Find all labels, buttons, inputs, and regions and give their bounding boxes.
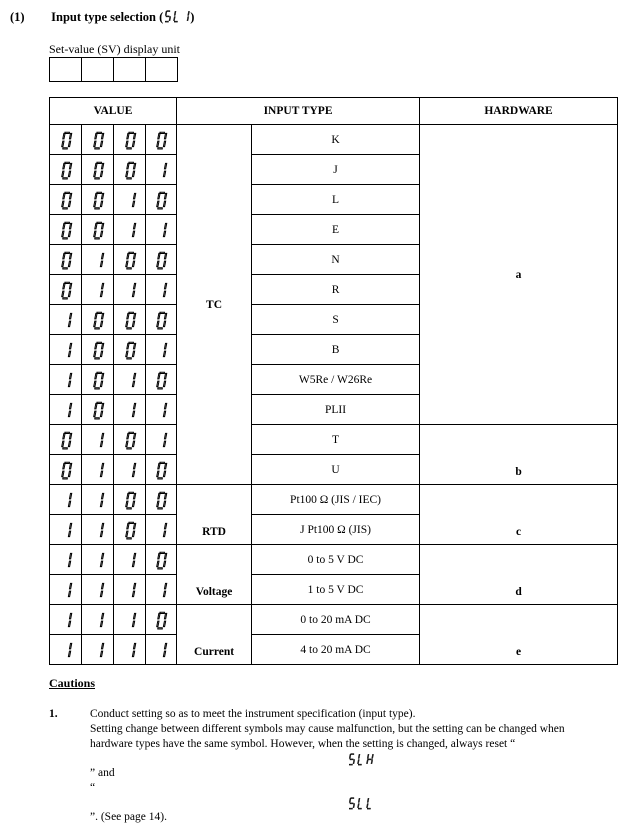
value-digit-cell	[82, 365, 114, 395]
value-digit-cell	[146, 215, 177, 245]
hardware-header: HARDWARE	[420, 98, 618, 125]
value-digit-cell	[82, 425, 114, 455]
caution-line-text: hardware types have the same symbol. However, when the setting is changed, always reset “	[90, 738, 516, 750]
value-digit-cell	[146, 125, 177, 155]
caution-line-text: ” and	[90, 767, 115, 779]
value-digit-cell	[114, 515, 146, 545]
input-type-cell: T	[252, 425, 420, 455]
input-type-cell: J	[252, 155, 420, 185]
caution-line: Conduct setting so as to meet the instrument specification (input type).	[90, 708, 416, 720]
value-digit-cell	[50, 215, 82, 245]
value-digit-cell	[146, 395, 177, 425]
value-digit-cell	[82, 515, 114, 545]
caution-line	[90, 737, 627, 781]
table-row	[50, 125, 618, 155]
section-number: (1)	[10, 10, 25, 24]
value-digit-cell	[146, 635, 177, 665]
input-type-cell: K	[252, 125, 420, 155]
value-digit-cell	[82, 185, 114, 215]
value-digit-cell	[146, 545, 177, 575]
input-type-table	[49, 97, 618, 665]
hardware-e: e	[420, 605, 618, 665]
value-digit-cell	[50, 605, 82, 635]
value-digit-cell	[50, 395, 82, 425]
category-rtd: RTD	[177, 485, 252, 545]
section-heading	[10, 9, 194, 25]
sv-digit-box	[81, 57, 114, 82]
value-digit-cell	[146, 605, 177, 635]
input-type-cell: R	[252, 275, 420, 305]
hardware-a: a	[420, 125, 618, 425]
value-digit-cell	[114, 365, 146, 395]
input-type-cell: S	[252, 305, 420, 335]
input-type-cell: 1 to 5 V DC	[252, 575, 420, 605]
value-digit-cell	[146, 245, 177, 275]
value-digit-cell	[50, 545, 82, 575]
sv-digit-box	[145, 57, 178, 82]
caution-line	[90, 781, 627, 825]
category-tc: TC	[177, 125, 252, 485]
hardware-d: d	[420, 545, 618, 605]
title-segment-code	[163, 9, 190, 23]
section-title: Input type selection (	[51, 10, 164, 24]
caution-segment-code	[90, 796, 627, 810]
value-digit-cell	[146, 155, 177, 185]
value-digit-cell	[82, 215, 114, 245]
value-digit-cell	[114, 155, 146, 185]
value-digit-cell	[82, 245, 114, 275]
value-digit-cell	[146, 425, 177, 455]
value-digit-cell	[114, 125, 146, 155]
value-digit-cell	[82, 455, 114, 485]
value-digit-cell	[82, 395, 114, 425]
value-digit-cell	[114, 335, 146, 365]
value-digit-cell	[50, 155, 82, 185]
value-digit-cell	[114, 245, 146, 275]
sv-display-label: Set-value (SV) display unit	[49, 42, 180, 56]
sv-digit-box	[49, 57, 82, 82]
value-digit-cell	[50, 245, 82, 275]
cautions-title: Cautions	[49, 676, 96, 690]
value-digit-cell	[146, 335, 177, 365]
caution-segment-code	[90, 752, 627, 766]
value-digit-cell	[82, 575, 114, 605]
input-type-cell: 0 to 20 mA DC	[252, 605, 420, 635]
input-type-cell: Pt100 Ω (JIS / IEC)	[252, 485, 420, 515]
hardware-c: c	[420, 485, 618, 545]
value-digit-cell	[82, 605, 114, 635]
value-digit-cell	[114, 485, 146, 515]
input-type-cell: PLII	[252, 395, 420, 425]
value-digit-cell	[114, 635, 146, 665]
input-type-cell: W5Re / W26Re	[252, 365, 420, 395]
value-digit-cell	[114, 545, 146, 575]
value-digit-cell	[114, 305, 146, 335]
table-row	[50, 605, 618, 635]
value-digit-cell	[114, 455, 146, 485]
input-type-cell: J Pt100 Ω (JIS)	[252, 515, 420, 545]
value-digit-cell	[50, 365, 82, 395]
value-digit-cell	[114, 215, 146, 245]
value-digit-cell	[50, 635, 82, 665]
value-digit-cell	[82, 125, 114, 155]
input-type-cell: B	[252, 335, 420, 365]
value-digit-cell	[82, 635, 114, 665]
value-digit-cell	[82, 305, 114, 335]
input-type-cell: L	[252, 185, 420, 215]
value-digit-cell	[146, 305, 177, 335]
input-type-cell: 4 to 20 mA DC	[252, 635, 420, 665]
value-digit-cell	[146, 575, 177, 605]
value-digit-cell	[50, 335, 82, 365]
category-current: Current	[177, 605, 252, 665]
sv-display-unit	[49, 57, 178, 82]
caution-line-text: “	[90, 782, 96, 794]
value-digit-cell	[82, 485, 114, 515]
table-row	[50, 425, 618, 455]
value-digit-cell	[114, 275, 146, 305]
value-digit-cell	[114, 425, 146, 455]
value-digit-cell	[82, 155, 114, 185]
value-digit-cell	[146, 485, 177, 515]
value-header: VALUE	[50, 98, 177, 125]
table-header-row	[50, 98, 618, 125]
value-digit-cell	[50, 275, 82, 305]
input-type-cell: 0 to 5 V DC	[252, 545, 420, 575]
value-digit-cell	[114, 185, 146, 215]
value-digit-cell	[50, 185, 82, 215]
input-type-cell: E	[252, 215, 420, 245]
value-digit-cell	[50, 125, 82, 155]
input-type-header: INPUT TYPE	[177, 98, 420, 125]
caution-line-text: ”. (See page 14).	[90, 811, 167, 823]
table-row	[50, 545, 618, 575]
value-digit-cell	[114, 395, 146, 425]
category-voltage: Voltage	[177, 545, 252, 605]
sv-digit-box	[113, 57, 146, 82]
value-digit-cell	[146, 515, 177, 545]
value-digit-cell	[50, 455, 82, 485]
value-digit-cell	[82, 335, 114, 365]
value-digit-cell	[146, 275, 177, 305]
value-digit-cell	[114, 605, 146, 635]
value-digit-cell	[114, 575, 146, 605]
value-digit-cell	[146, 455, 177, 485]
value-digit-cell	[146, 185, 177, 215]
value-digit-cell	[50, 425, 82, 455]
section-title-close: )	[190, 10, 195, 24]
value-digit-cell	[50, 305, 82, 335]
hardware-b: b	[420, 425, 618, 485]
table-row	[50, 485, 618, 515]
input-type-cell: N	[252, 245, 420, 275]
value-digit-cell	[146, 365, 177, 395]
value-digit-cell	[82, 275, 114, 305]
value-digit-cell	[50, 575, 82, 605]
caution-text	[90, 707, 627, 825]
value-digit-cell	[50, 515, 82, 545]
input-type-cell: U	[252, 455, 420, 485]
caution-line: Setting change between different symbols may cause malfunction, but the setting can be changed when	[90, 723, 565, 735]
caution-number: 1.	[49, 708, 58, 720]
value-digit-cell	[82, 545, 114, 575]
value-digit-cell	[50, 485, 82, 515]
